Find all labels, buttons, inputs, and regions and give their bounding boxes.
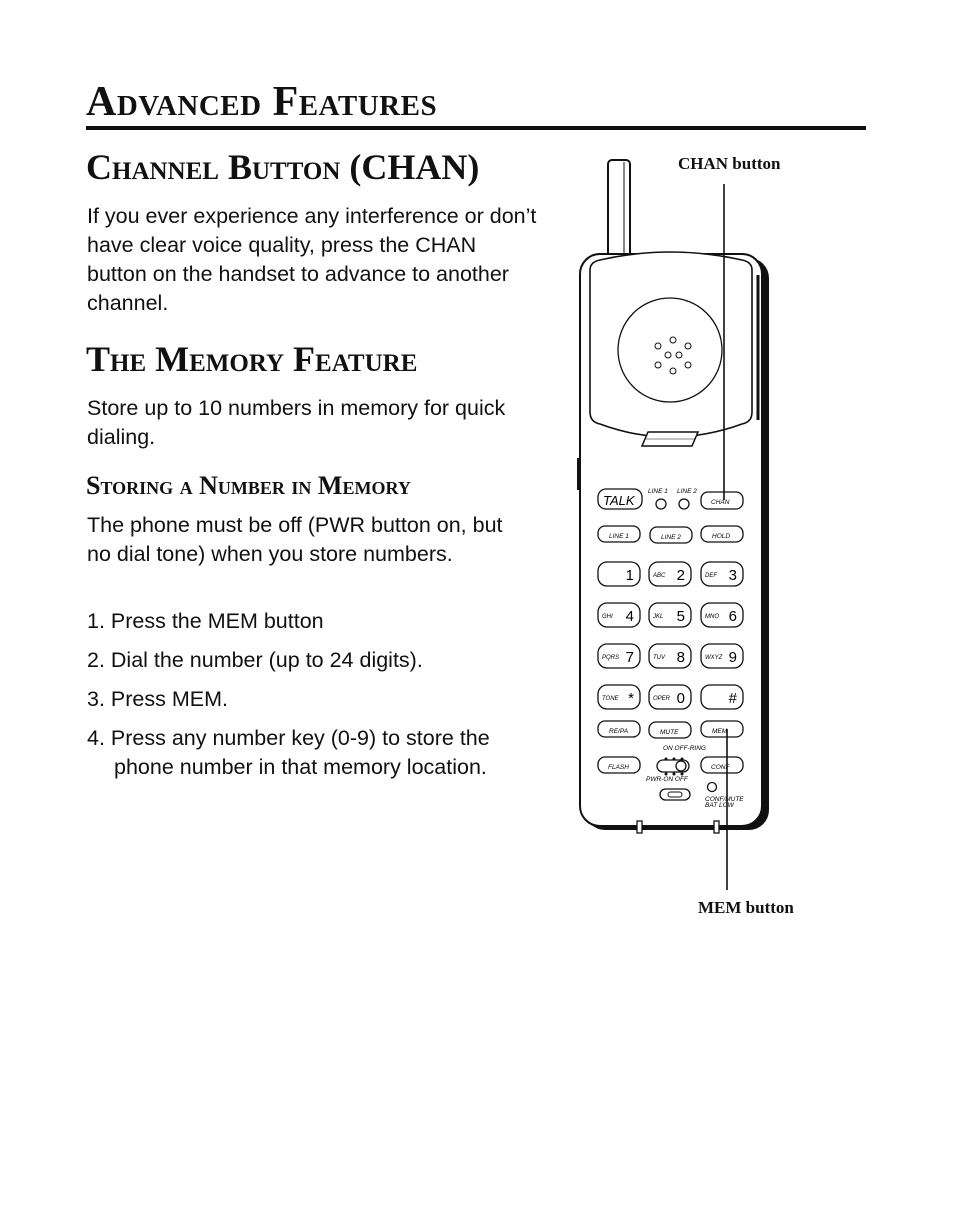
talk-label: TALK	[603, 493, 635, 508]
line1-led	[656, 499, 666, 509]
memory-body: Store up to 10 numbers in memory for quick dialing.	[87, 396, 506, 449]
ringer-switch-label: ON OFF-RING	[663, 745, 706, 752]
key-digit: 5	[676, 608, 685, 625]
key-letters: JKL	[653, 614, 664, 620]
chan-button-callout: CHAN button	[678, 154, 781, 173]
line2-label: LINE 2	[661, 534, 681, 541]
key-letters: WXYZ	[705, 655, 723, 661]
line1-label: LINE 1	[609, 533, 629, 540]
step-item: 3. Press MEM.	[87, 687, 228, 711]
conf-mute-led	[708, 783, 717, 792]
key-digit: 7	[625, 649, 634, 666]
key-digit: 0	[676, 690, 685, 707]
power-switch-slider	[668, 792, 682, 797]
conf-mute-label: CONF/MUTE	[705, 796, 744, 803]
key-letters: PQRS	[602, 655, 620, 661]
ringer-switch-knob	[676, 761, 686, 771]
page-title: Advanced Features	[86, 79, 438, 125]
line1-led-label: LINE 1	[648, 488, 668, 495]
key-letters: GHI	[602, 614, 613, 620]
title-rule	[86, 126, 866, 130]
foot-right	[714, 821, 719, 833]
handset-illustration	[560, 150, 790, 910]
repa-label: RE/PA	[609, 728, 629, 735]
step-item: 1. Press the MEM button	[87, 609, 324, 633]
power-switch-label: PWR-ON OFF	[646, 776, 688, 783]
foot-left	[637, 821, 642, 833]
mem-button-callout: MEM button	[698, 898, 794, 917]
steps-list	[87, 607, 527, 792]
key-digit: 9	[728, 649, 737, 666]
key-digit: #	[728, 690, 737, 707]
memory-heading: The Memory Feature	[86, 339, 418, 379]
key-letters: OPER	[653, 696, 671, 702]
line2-led-label: LINE 2	[677, 488, 697, 495]
key-letters: TONE	[602, 696, 619, 702]
channel-heading: Channel Button (CHAN)	[86, 147, 480, 187]
key-digit: 6	[728, 608, 737, 625]
key-digit: 1	[625, 567, 634, 584]
speaker-grille	[618, 298, 722, 402]
chan-label: CHAN	[711, 499, 730, 506]
key-digit: *	[628, 690, 634, 707]
bat-low-label: BAT LOW	[705, 802, 734, 809]
line2-led	[679, 499, 689, 509]
channel-body: If you ever experience any interference or don’t have clear voice quality, press the CHAN button on the handset to advance to another channel.	[87, 204, 537, 315]
mem-label: MEM	[712, 728, 728, 735]
flash-label: FLASH	[608, 764, 629, 771]
hold-label: HOLD	[712, 533, 731, 540]
step-item: 4. Press any number key (0-9) to store the phone number in that memory location.	[87, 726, 490, 779]
key-letters: TUV	[653, 655, 665, 661]
key-digit: 2	[676, 567, 685, 584]
key-letters: ABC	[653, 573, 666, 579]
side-button	[577, 458, 581, 490]
storing-body: The phone must be off (PWR button on, but no dial tone) when you store numbers.	[87, 513, 503, 566]
key-digit: 8	[676, 649, 685, 666]
key-letters: DEF	[705, 573, 717, 579]
key-digit: 4	[625, 608, 634, 625]
storing-heading: Storing a Number in Memory	[86, 471, 411, 500]
step-item: 2. Dial the number (up to 24 digits).	[87, 648, 423, 672]
key-letters: MNO	[705, 614, 719, 620]
mute-label: MUTE	[660, 729, 679, 736]
conf-label: CONF	[711, 764, 730, 771]
key-digit: 3	[728, 567, 737, 584]
